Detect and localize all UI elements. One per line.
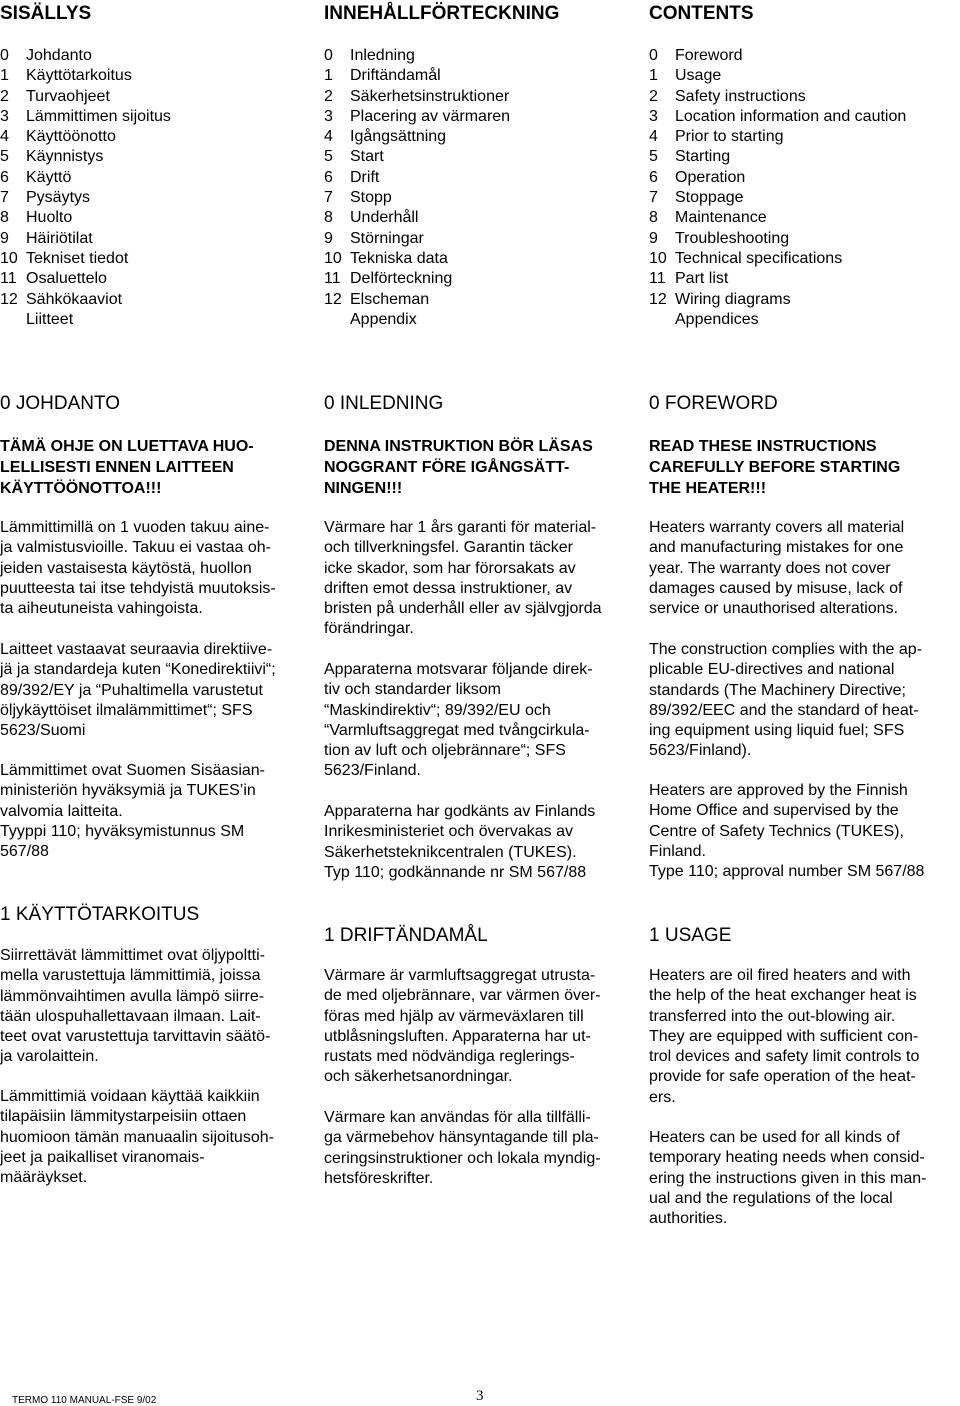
text-line: määräykset. <box>0 1169 88 1187</box>
approval-paragraph <box>0 761 265 862</box>
toc-item-label: Appendix <box>350 310 417 328</box>
warning-text <box>0 436 254 499</box>
toc-item-number: 11 <box>649 270 666 288</box>
toc-item <box>649 107 906 127</box>
text-line: TÄMÄ OHJE ON LUETTAVA HUO- <box>0 438 254 455</box>
text-line: ceringsinstruktioner och lokala myndig- <box>324 1149 601 1167</box>
text-line: damages caused by misuse, lack of <box>649 579 903 597</box>
section-title: 0 JOHDANTO <box>0 393 121 414</box>
text-line: ers. <box>649 1088 676 1106</box>
toc-item-number: 1 <box>324 67 333 85</box>
text-line: Centre of Safety Technics (TUKES), <box>649 822 904 840</box>
text-line: Värmare har 1 års garanti för material- <box>324 519 597 536</box>
toc-item <box>324 229 510 249</box>
toc-item <box>649 249 906 269</box>
toc-item <box>324 46 510 66</box>
toc-item-label: Technical specifications <box>675 249 843 267</box>
text-line: och säkerhetsanordningar. <box>324 1068 513 1086</box>
toc-item-label: Usage <box>675 67 722 85</box>
text-line: Typ 110; godkännande nr SM 567/88 <box>324 863 587 881</box>
toc-item <box>649 127 906 147</box>
toc-item-label: Elscheman <box>350 290 430 308</box>
toc-title-en: CONTENTS <box>649 3 754 24</box>
toc-item <box>0 46 171 66</box>
toc-item-label: Liitteet <box>26 310 74 328</box>
toc-title-sv: INNEHÅLLFÖRTECKNING <box>324 3 560 24</box>
text-line: ga värmebehov hänsyntagande till pla- <box>324 1129 599 1147</box>
usage-paragraph <box>324 966 601 1088</box>
usage-paragraph <box>324 1108 601 1189</box>
text-line: Lämmittimillä on 1 vuoden takuu aine- <box>0 519 270 536</box>
text-line: temporary heating needs when consid- <box>649 1149 925 1167</box>
text-line: ing equipment using liquid fuel; SFS <box>649 722 905 740</box>
usage-paragraph <box>0 1087 274 1188</box>
toc-item <box>324 147 510 167</box>
text-line: Värmare kan användas för alla tillfälli- <box>324 1109 591 1126</box>
toc-item-number: 7 <box>0 189 9 207</box>
toc-item-number: 10 <box>0 249 18 267</box>
toc-item <box>649 269 906 289</box>
text-line: jeiden vastaisesta käytöstä, huollon <box>0 559 252 577</box>
section-title: 0 FOREWORD <box>649 393 778 414</box>
toc-item-number: 1 <box>649 67 658 85</box>
toc-item-number: 8 <box>649 209 658 227</box>
text-line: KÄYTTÖÖNOTTOA!!! <box>0 480 162 497</box>
text-line: Apparaterna motsvarar följande direk- <box>324 661 593 678</box>
text-line: Type 110; approval number SM 567/88 <box>649 863 925 881</box>
toc-item-label: Starting <box>675 148 731 166</box>
text-line: ual and the regulations of the local <box>649 1189 893 1207</box>
toc-item-number: 12 <box>0 290 18 308</box>
toc-item <box>0 208 171 228</box>
text-line: Heaters can be used for all kinds of <box>649 1129 900 1146</box>
toc-item <box>649 229 906 249</box>
text-line: öljykäyttöiset ilmalämmittimet“; SFS <box>0 701 253 719</box>
text-line: authorities. <box>649 1210 728 1228</box>
toc-item-number: 4 <box>324 128 333 146</box>
toc-item-number: 12 <box>649 290 667 308</box>
toc-item-label: Safety instructions <box>675 87 806 105</box>
text-line: Inrikesministeriet och övervakas av <box>324 823 573 841</box>
toc-item-label: Troubleshooting <box>675 229 790 247</box>
warranty-paragraph <box>0 518 276 619</box>
toc-item-number: 5 <box>0 148 9 166</box>
toc-item-label: Sähkökaaviot <box>26 290 123 308</box>
text-line: Lämmittimet ovat Suomen Sisäasian- <box>0 762 265 779</box>
text-line: ministeriön hyväksymiä ja TUKES’in <box>0 782 256 800</box>
toc-item-label: Säkerhetsinstruktioner <box>350 87 510 105</box>
toc-item-label: Turvaohjeet <box>26 87 110 105</box>
toc-item-number: 0 <box>0 47 9 64</box>
warning-text <box>649 436 900 499</box>
toc-item <box>0 87 171 107</box>
toc-item-label: Appendices <box>675 310 759 328</box>
toc-item-label: Operation <box>675 168 746 186</box>
toc-item <box>324 290 510 310</box>
toc-item-number: 2 <box>0 87 9 105</box>
toc-item-label: Osaluettelo <box>26 270 107 288</box>
text-line: driften emot dessa instruktioner, av <box>324 579 573 597</box>
toc-item-label: Delförteckning <box>350 270 453 288</box>
text-line: standards (The Machinery Directive; <box>649 681 906 699</box>
toc-item-number: 10 <box>649 249 667 267</box>
toc-item-number: 4 <box>0 128 9 146</box>
toc-item-number: 3 <box>649 107 658 125</box>
document-id: TERMO 110 MANUAL-FSE 9/02 <box>12 1395 157 1406</box>
toc-item-number: 7 <box>324 189 333 207</box>
toc-item-number: 11 <box>324 270 341 288</box>
text-line: tilapäisiin lämmitystarpeisiin ottaen <box>0 1108 247 1126</box>
toc-item <box>0 127 171 147</box>
text-line: 89/392/EEC and the standard of heat- <box>649 701 919 719</box>
text-line: Laitteet vastaavat seuraavia direktiive- <box>0 641 273 658</box>
toc-item <box>649 290 906 310</box>
toc-item <box>0 290 171 310</box>
toc-item-number: 7 <box>649 189 658 207</box>
toc-item <box>649 310 906 330</box>
toc-item <box>324 107 510 127</box>
text-line: 5623/Finland). <box>649 742 752 760</box>
section-title: 1 DRIFTÄNDAMÅL <box>324 925 488 946</box>
toc-item-label: Tekniska data <box>350 249 448 267</box>
text-line: Finland. <box>649 842 706 860</box>
text-line: Lämmittimiä voidaan käyttää kaikkiin <box>0 1088 260 1105</box>
toc-item-number: 5 <box>324 148 333 166</box>
text-line: ja varolaittein. <box>0 1048 99 1066</box>
text-line: hetsföreskrifter. <box>324 1169 434 1187</box>
text-line: provide for safe operation of the heat- <box>649 1068 916 1086</box>
text-line: föras med hjälp av värmeväxlaren till <box>324 1007 584 1025</box>
toc-item-label: Lämmittimen sijoitus <box>26 107 171 125</box>
text-line: the help of the heat exchanger heat is <box>649 987 917 1005</box>
toc-item-label: Underhåll <box>350 209 419 227</box>
toc-item <box>649 168 906 188</box>
toc-item-number: 6 <box>324 168 333 186</box>
toc-item-number <box>0 310 26 330</box>
text-line: ja valmistusvioille. Takuu ei vastaa oh- <box>0 539 271 557</box>
warranty-paragraph <box>649 518 904 619</box>
toc-item <box>0 168 171 188</box>
toc-item-label: Johdanto <box>26 47 92 64</box>
toc-item <box>649 208 906 228</box>
section-title: 1 KÄYTTÖTARKOITUS <box>0 904 200 925</box>
usage-paragraph <box>0 946 270 1068</box>
text-line: They are equipped with sufficient con- <box>649 1027 919 1045</box>
text-line: LELLISESTI ENNEN LAITTEEN <box>0 459 234 476</box>
directives-paragraph <box>0 640 276 741</box>
usage-paragraph <box>649 966 919 1108</box>
text-line: “Maskindirektiv“; 89/392/EU och <box>324 701 551 719</box>
warning-text <box>324 436 593 499</box>
text-line: The construction complies with the ap- <box>649 641 923 658</box>
toc-item-label: Placering av värmaren <box>350 107 511 125</box>
toc-list-fi <box>0 46 171 330</box>
toc-list-en <box>649 46 906 330</box>
toc-item-label: Maintenance <box>675 209 767 227</box>
toc-item-number: 11 <box>0 270 17 288</box>
approval-paragraph <box>649 781 924 882</box>
toc-item-number: 3 <box>0 107 9 125</box>
text-line: tään ulospuhallettavaan ilmaan. Lait- <box>0 1007 261 1025</box>
toc-item <box>324 269 510 289</box>
text-line: teet ovat varustettuja tarvittavin säätö- <box>0 1028 271 1046</box>
toc-item <box>0 310 171 330</box>
text-line: service or unauthorised alterations. <box>649 600 899 618</box>
toc-item-label: Stopp <box>350 189 392 207</box>
text-line: 567/88 <box>0 843 49 861</box>
text-line: “Varmluftsaggregat med tvångcirkula- <box>324 721 590 739</box>
text-line: utblåsningsluften. Apparaterna har ut- <box>324 1027 591 1045</box>
toc-item-label: Inledning <box>350 47 415 64</box>
toc-item-number: 0 <box>324 47 333 64</box>
toc-item-label: Igångsättning <box>350 128 447 146</box>
text-line: Home Office and supervised by the <box>649 802 899 820</box>
toc-item-number: 10 <box>324 249 342 267</box>
text-line: bristen på underhåll eller av självgjorda <box>324 600 602 618</box>
toc-item-number: 0 <box>649 47 658 64</box>
page-number: 3 <box>476 1388 484 1404</box>
usage-paragraph <box>649 1128 926 1229</box>
toc-item <box>324 168 510 188</box>
toc-item <box>649 188 906 208</box>
text-line: och tillverkningsfel. Garantin täcker <box>324 539 573 557</box>
section-title: 0 INLEDNING <box>324 393 444 414</box>
text-line: trol devices and safety limit controls to <box>649 1048 920 1066</box>
text-line: 89/392/EY ja “Puhaltimella varustetut <box>0 681 263 699</box>
toc-item <box>0 269 171 289</box>
text-line: rustats med nödvändiga reglerings- <box>324 1048 575 1066</box>
text-line: Säkerhetsteknikcentralen (TUKES). <box>324 843 577 861</box>
toc-item-number: 9 <box>324 229 333 247</box>
toc-item-label: Käyttöönotto <box>26 128 116 146</box>
text-line: Värmare är varmluftsaggregat utrusta- <box>324 967 596 984</box>
text-line: READ THESE INSTRUCTIONS <box>649 438 877 455</box>
toc-item-number: 6 <box>649 168 658 186</box>
toc-item-number: 9 <box>649 229 658 247</box>
text-line: Apparaterna har godkänts av Finlands <box>324 803 596 820</box>
toc-item-number: 2 <box>324 87 333 105</box>
text-line: huomioon tämän manuaalin sijoitusoh- <box>0 1128 274 1146</box>
toc-item-number <box>649 310 675 330</box>
text-line: Siirrettävät lämmittimet ovat öljypoltti- <box>0 947 265 964</box>
text-line: jeet ja paikalliset viranomais- <box>0 1148 205 1166</box>
toc-item <box>0 188 171 208</box>
text-line: lämmönvaihtimen avulla lämpö siirre- <box>0 987 265 1005</box>
toc-item-label: Part list <box>675 270 729 288</box>
toc-item-number: 12 <box>324 290 342 308</box>
toc-item-label: Tekniset tiedot <box>26 249 129 267</box>
toc-item <box>324 66 510 86</box>
toc-item-label: Pysäytys <box>26 189 91 207</box>
toc-item-label: Häiriötilat <box>26 229 93 247</box>
text-line: and manufacturing mistakes for one <box>649 539 904 557</box>
toc-item <box>324 188 510 208</box>
toc-item-label: Prior to starting <box>675 128 784 146</box>
directives-paragraph <box>324 660 593 782</box>
text-line: DENNA INSTRUKTION BÖR LÄSAS <box>324 438 593 455</box>
toc-item-number: 1 <box>0 67 9 85</box>
text-line: tiv och standarder liksom <box>324 681 501 699</box>
toc-item-number: 2 <box>649 87 658 105</box>
text-line: year. The warranty does not cover <box>649 559 891 577</box>
toc-item-number: 9 <box>0 229 9 247</box>
toc-item <box>0 249 171 269</box>
toc-item <box>324 127 510 147</box>
toc-item <box>0 66 171 86</box>
toc-item-label: Käyttötarkoitus <box>26 67 132 85</box>
toc-item-number: 4 <box>649 128 658 146</box>
toc-item-label: Start <box>350 148 384 166</box>
toc-item <box>0 229 171 249</box>
text-line: icke skador, som har förorsakats av <box>324 559 576 577</box>
warranty-paragraph <box>324 518 602 640</box>
text-line: Tyyppi 110; hyväksymistunnus SM <box>0 822 245 840</box>
toc-item-label: Störningar <box>350 229 424 247</box>
text-line: Heaters warranty covers all material <box>649 519 905 536</box>
text-line: transferred into the out-blowing air. <box>649 1007 896 1025</box>
text-line: NOGGRANT FÖRE IGÅNGSÄTT- <box>324 459 570 476</box>
text-line: 5623/Suomi <box>0 722 86 740</box>
text-line: Heaters are oil fired heaters and with <box>649 967 911 984</box>
directives-paragraph <box>649 640 922 762</box>
toc-item-number: 5 <box>649 148 658 166</box>
toc-item-number: 8 <box>324 209 333 227</box>
toc-item <box>0 147 171 167</box>
toc-item-label: Stoppage <box>675 189 744 207</box>
toc-item <box>324 87 510 107</box>
toc-item-label: Location information and caution <box>675 107 907 125</box>
text-line: tion av luft och oljebrännare“; SFS <box>324 742 566 760</box>
text-line: 5623/Finland. <box>324 762 421 780</box>
text-line: puutteesta tai itse tehdyistä muutoksis- <box>0 579 276 597</box>
toc-item <box>324 249 510 269</box>
text-line: de med oljebrännare, var värmen över- <box>324 987 601 1005</box>
toc-title-fi: SISÄLLYS <box>0 3 92 24</box>
toc-item-number: 8 <box>0 209 9 227</box>
toc-item-label: Huolto <box>26 209 73 227</box>
toc-item <box>649 147 906 167</box>
text-line: jä ja standardeja kuten “Konedirektiivi“; <box>0 661 276 679</box>
toc-item <box>649 66 906 86</box>
toc-item <box>0 107 171 127</box>
text-line: förändringar. <box>324 620 414 638</box>
text-line: valvomia laitteita. <box>0 802 123 820</box>
text-line: Heaters are approved by the Finnish <box>649 782 908 799</box>
toc-item-number <box>324 310 350 330</box>
toc-item-label: Wiring diagrams <box>675 290 791 308</box>
toc-item-label: Foreword <box>675 47 743 64</box>
toc-list-sv <box>324 46 510 330</box>
text-line: NINGEN!!! <box>324 480 403 497</box>
text-line: THE HEATER!!! <box>649 480 767 497</box>
approval-paragraph <box>324 802 595 883</box>
toc-item <box>649 87 906 107</box>
text-line: mella varustettuja lämmittimiä, joissa <box>0 967 261 985</box>
toc-item-number: 6 <box>0 168 9 186</box>
text-line: plicable EU-directives and national <box>649 661 895 679</box>
toc-item <box>649 46 906 66</box>
toc-item <box>324 208 510 228</box>
toc-item-label: Käyttö <box>26 168 72 186</box>
toc-item-label: Käynnistys <box>26 148 104 166</box>
toc-item-label: Driftändamål <box>350 67 441 85</box>
text-line: CAREFULLY BEFORE STARTING <box>649 459 901 476</box>
toc-item <box>324 310 510 330</box>
text-line: ta aiheutuneista vahingoista. <box>0 600 203 618</box>
text-line: ering the instructions given in this man- <box>649 1169 927 1187</box>
toc-item-label: Drift <box>350 168 380 186</box>
section-title: 1 USAGE <box>649 925 732 946</box>
toc-item-number: 3 <box>324 107 333 125</box>
